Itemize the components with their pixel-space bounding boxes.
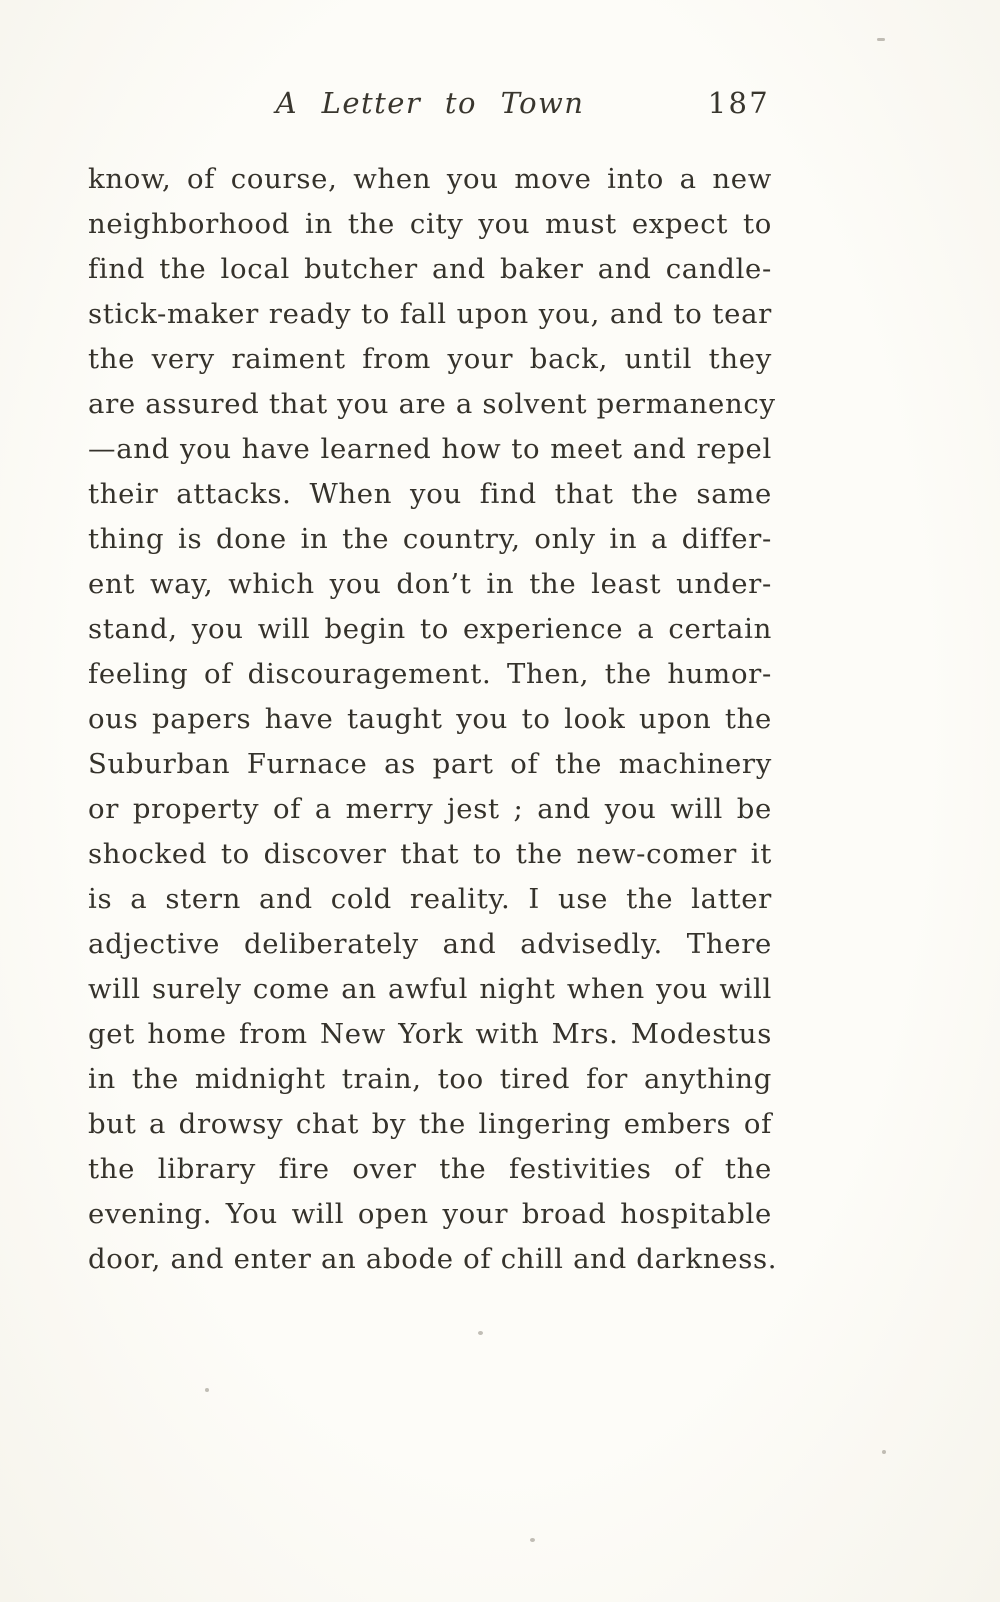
text-line: adjective deliberately and advisedly. There — [88, 928, 772, 960]
text-line: know, of course, when you move into a new — [88, 163, 772, 195]
text-line: thing is done in the country, only in a differ- — [88, 523, 772, 555]
text-line: Suburban Furnace as part of the machinery — [88, 748, 772, 780]
text-line: in the midnight train, too tired for anything — [88, 1063, 772, 1095]
scan-speck — [530, 1538, 535, 1542]
text-line: neighborhood in the city you must expect to — [88, 208, 772, 240]
text-line: the very raiment from your back, until they — [88, 343, 772, 375]
scan-speck — [205, 1388, 209, 1392]
text-line: or property of a merry jest ; and you will be — [88, 793, 772, 825]
text-line: feeling of discouragement. Then, the humor- — [88, 658, 772, 690]
running-title: A Letter to Town — [275, 86, 585, 120]
text-line: door, and enter an abode of chill and darkness. — [88, 1243, 778, 1275]
text-line: stand, you will begin to experience a certain — [88, 613, 772, 645]
text-line: ent way, which you don’t in the least under- — [88, 568, 772, 600]
text-line: will surely come an awful night when you will — [88, 973, 772, 1005]
text-line: get home from New York with Mrs. Modestus — [88, 1018, 772, 1050]
scan-speck — [478, 1331, 483, 1335]
text-line: evening. You will open your broad hospitable — [88, 1198, 772, 1230]
page-number: 187 — [707, 86, 770, 120]
text-line: are assured that you are a solvent permanency — [88, 388, 776, 420]
text-line: the library fire over the festivities of the — [88, 1153, 772, 1185]
text-line: —and you have learned how to meet and repel — [88, 433, 772, 465]
text-line: stick-maker ready to fall upon you, and to tear — [88, 298, 772, 330]
text-line: ous papers have taught you to look upon the — [88, 703, 772, 735]
scan-speck — [882, 1450, 886, 1454]
body-text — [88, 157, 778, 1282]
page-header — [88, 86, 772, 134]
text-line: shocked to discover that to the new-comer it — [88, 838, 772, 870]
scan-speck — [877, 38, 885, 41]
text-line: but a drowsy chat by the lingering embers of — [88, 1108, 772, 1140]
text-line: is a stern and cold reality. I use the latter — [88, 883, 772, 915]
text-line: find the local butcher and baker and candle- — [88, 253, 772, 285]
text-line: their attacks. When you find that the same — [88, 478, 772, 510]
